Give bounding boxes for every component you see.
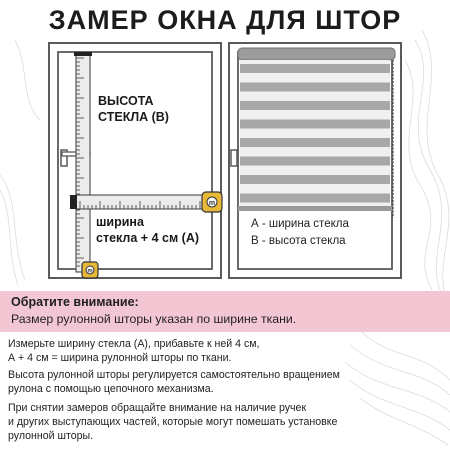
notice-text: Размер рулонной шторы указан по ширине ткани. (11, 312, 297, 326)
blind-fabric (240, 60, 390, 208)
paragraph-line: рулона с помощью цепочного механизма. (8, 382, 214, 395)
paragraph-handles (8, 402, 348, 443)
window-handle-right (231, 150, 237, 166)
height-label-line2: СТЕКЛА (В) (98, 109, 169, 124)
paragraph-width (8, 338, 348, 366)
notice-title: Обратите внимание: (11, 295, 139, 309)
tape-measure-case-right (202, 192, 222, 212)
paragraph-line: При снятии замеров обращайте внимание на наличие ручек (8, 402, 307, 414)
height-label-line1: ВЫСОТА (98, 94, 154, 108)
notice-banner (0, 291, 450, 332)
legend (251, 216, 349, 249)
width-label-line2: стекла + 4 см (А) (96, 230, 200, 245)
svg-text:m: m (208, 200, 216, 207)
paragraph-height (8, 369, 348, 397)
paragraph-line: рулонной шторы. (8, 429, 94, 442)
roller-cassette (238, 48, 395, 60)
tape-measure-case-bottom (82, 262, 98, 278)
legend-b: В - высота стекла (251, 234, 346, 247)
legend-a: А - ширина стекла (251, 218, 349, 230)
svg-text:m: m (87, 268, 93, 275)
paragraph-line: Высота рулонной шторы регулируется самостоятельно вращением (8, 369, 340, 381)
paragraph-line: и других выступающих частей, которые могут помешать установке (8, 415, 338, 428)
width-label-line1: ширина (96, 215, 144, 229)
height-label (98, 94, 169, 125)
page-title: ЗАМЕР ОКНА ДЛЯ ШТОР (48, 5, 402, 35)
vertical-tape (76, 54, 90, 272)
paragraph-line: Измерьте ширину стекла (А), прибавьте к ней 4 см, (8, 338, 260, 350)
width-label (96, 215, 199, 246)
paragraph-line: А + 4 см = ширина рулонной шторы по ткани. (8, 351, 232, 364)
